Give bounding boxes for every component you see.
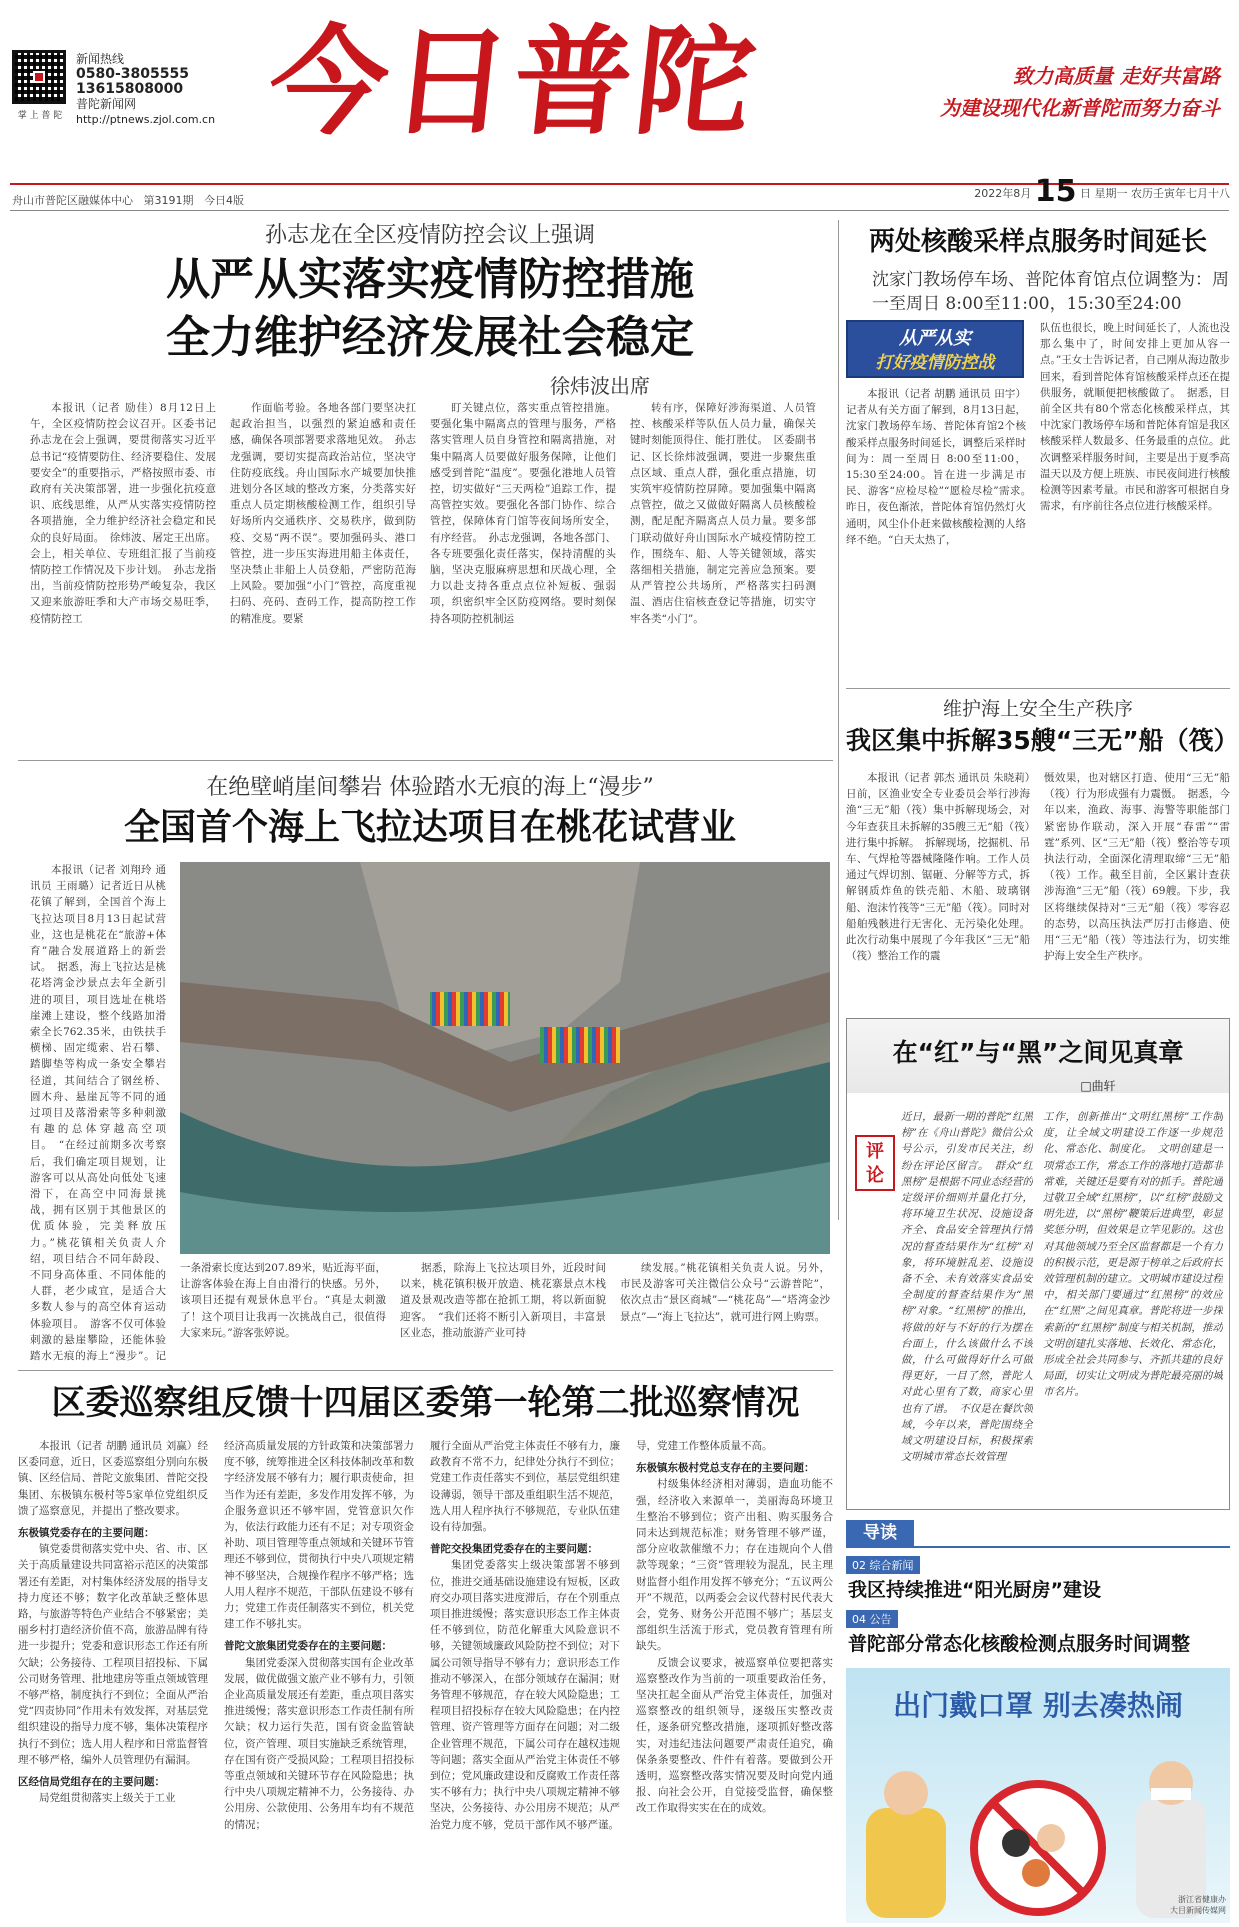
masthead	[0, 0, 1239, 210]
divider-h-1	[18, 760, 833, 761]
article-commentary	[846, 1018, 1230, 1510]
art3-col-4: 导，党建工作整体质量不高。 东极镇东极村党总支存在的主要问题： 村级集体经济相对薄弱，造血功能不强，经济收入来源单一，美丽海岛环境卫生整治不够到位；资产出租、购买服务合同未达到规范标准；财务管理不够严谨，部分应收款催缴不力；存在违规向个人借款等现象；“三资”管理较为混乱，民主理财监督小组作用发挥不够充分；“五议两公开”不规范，以两委会会议代替村民代表大会，党务、财务公开范围不够广；基层支部组织生活流于形式，党员教育管理有所缺失。 反馈会议要求，被巡察单位要把落实巡察整改作为当前的一项重要政治任务，坚决扛起全面从严治党主体责任，加强对巡察整改的组织领导，逐级压实整改责任，逐条研究整改措施，逐项抓好整改落实，对违纪违法问题要严肃责任追究，确保条条要整改、件件有着落。要做到公开透明，巡察整改落实情况要及时向党内通报、向社会公开，自觉接受监督，确保整改工作取得实实在在的成效。	[636, 1440, 833, 1815]
cliff-photo	[180, 862, 830, 1254]
date-line	[840, 174, 1230, 209]
paper-title: 今日普陀	[262, 12, 766, 151]
art5-col-a: 本报讯（记者 郭杰 通讯员 朱晓莉）日前，区渔业安全专业委员会举行涉海渔“三无”船（筏）集中拆解现场会，对今年查获且未拆解的35艘三无“船（筏）进行集中拆解。 拆解现场，挖掘机、吊车、气焊枪等器械隆隆作响。工作人员通过气焊切割、锯砸、分解等方式，拆解钢质炸鱼的铁壳船、木船、玻璃钢船、泡沫竹筏等“三无”船（筏）。同时对船舶残骸进行无害化、无污染化处理。此次行动集中展现了今年我区“三无”船（筏）整治工作的震	[846, 772, 1030, 963]
hotline-label: 新闻热线	[76, 52, 125, 66]
art6-col-b: 工作，创新推出“文明红黑榜”工作制度，让全域文明建设工作逐一步规范化、常态化、制度化。 文明创建是一项常态工作，常态工作的落地打造都非常难，关键还是要有对的抓手。普陀通过敬卫全域“红黑榜”，以“红榜”鼓励文明先进，以“黑榜”鞭策后进典型，彰显奖惩分明，但效果是立竿见影的。这也对其他领域乃至全区监督都是一个有力的积极示范，更是源于榜单之后政府长效管理机制的建立。文明城市建设过程中，相关部门要通过“红黑榜”的效应在“红黑”之间见真章。普陀将进一步探索新的“红黑榜”制度与相关机制，推动文明创建扎实落地、长效化、常态化，形成全社会共同参与、齐抓共建的良好局面，切实让文明成为普陀最亮丽的城市名片。	[1043, 1111, 1223, 1399]
art6-col-a: 近日，最新一期的普陀“红黑榜”在《舟山普陀》微信公众号公示，引发市民关注，纷纷在评论区留言。 群众“红黑榜”是根据不同业态经营的定级评价细则并量化打分，将环境卫生状况、设施设备齐全、食品安全管理执行情况的督查结果作为“红榜”对象，将环境脏乱差、设施设备不全、未有效落实食品安全制度的督查结果作为“黑榜”对象。“红黑榜”的推出，将做的好与不好的行为摆在台面上，什么该做什么不该做，什么可做得好什么可做得更好，一目了然，普陀人对此心里有了数，商家心里也有了谱。 不仅是在餐饮领域，今年以来，普陀围绕全域文明建设目标，积极探索文明城市常态长效管理	[901, 1111, 1033, 1464]
guide-tag-2[interactable]: 04 公告	[846, 1610, 898, 1628]
psa-title: 出门戴口罩 别去凑热闹	[893, 1689, 1183, 1722]
art3-title: 区委巡察组反馈十四届区委第一轮第二批巡察情况	[51, 1383, 800, 1423]
art2-left-col: 本报讯（记者 刘翔玲 通讯员 王雨璐）记者近日从桃花镇了解到，全国首个海上飞拉达项目8月13日起试营业，这也是桃花在“旅游+体育”融合发展道路上的新尝试。 据悉，海上飞拉达是桃花塔湾金沙景点去年全新引进的项目，项目选址在桃塔崖滩上建设，整个线路加滑索全长762.35米，由铁扶手横梯、固定缆索、岩石攀、踏脚垫等构成一条安全攀岩径道，其间结合了钢丝桥、圆木舟、悬崖瓦等不同的通过项目及落滑索等多种刺激有趣的总体穿越高空项目。 “在经过前期多次考察后，我们确定项目规划，让游客可以从高处向低处飞速滑下，在高空中同海景挑战，拥有区别于其他景区的优质体验，完美释放压力。”桃花镇相关负责人介绍，项目结合不同年龄段、不同身高体重、不同体能的人群，老少咸宜，是适合大多数人参与的高空体育运动体验项目。 游客不仅可体验刺激的悬崖攀险，还能体验踏水无痕的海上“漫步”。记	[30, 864, 166, 1362]
date-prefix: 2022年8月	[974, 187, 1032, 200]
art1-col-1: 本报讯（记者 励佳）8月12日上午，全区疫情防控会议召开。区委书记孙志龙在会上强调，要贯彻落实习近平总书记“疫情要防住、经济要稳住、发展要安全”的重要指示，严格按照市委、市政府有关决策部署，进一步强化抗疫意识、底线思维，从严从实落实疫情防控各项措施，全力维护经济社会稳定和民众的良好局面。 徐炜波、屠定王出席。会上，相关单位、专班组汇报了当前疫情防控工作情况及下步计划。 孙志龙指出，当前疫情防控形势严峻复杂，我区又迎来旅游旺季和大产市场交易旺季，疫情防控工	[30, 402, 216, 625]
art2-caption-col-2: 据悉，除海上飞拉达项目外，近段时间以来，桃花镇积极开放造、桃花寨景点木栈道及景观改造等都在抢抓工期，将以新面貌迎客。 “我们还将不断引入新项目，丰富景区业态，推动旅游产业可持	[400, 1262, 606, 1339]
guide-item-1[interactable]: 我区持续推进“阳光厨房”建设	[848, 1579, 1101, 1601]
psa-footer: 浙江省健康办 大目新闻传媒网	[1170, 1895, 1226, 1915]
article-via-ferrata	[30, 770, 830, 1370]
qr-code[interactable]	[12, 50, 66, 104]
art5-title: 我区集中拆解35艘“三无”船（筏）	[846, 726, 1239, 755]
badge-line-1: 从严从实	[899, 328, 971, 349]
guide-rule	[846, 1546, 1230, 1548]
phone-1: 0580-3805555	[76, 66, 189, 82]
art1-col-2: 作面临考验。各地各部门要坚决扛起政治担当，以强烈的紧迫感和责任感，确保各项部署要求落地见效。 孙志龙强调，要切实提高政治站位，坚决守住防疫底线。舟山国际水产城要加快推进划分各区域的整改方案，分类落实好重点人员定期核酸检测工作，组织引导好场所内交通秩序、交易秩序，做到防疫、交易“两不误”。要加强码头、港口管控，进一步压实海进用船主体责任，坚决禁止非船上人员登船，严密防范海上风险。要加强“小门”管控，高度重视扫码、亮码、查码工作，提高防控工作的精准度。要紧	[230, 402, 416, 625]
issue-number: 第3191期	[143, 194, 194, 207]
issue-line	[12, 192, 244, 208]
art1-col-4: 转有序，保障好涉海渠道、人员管控、核酸采样等队伍人员力量，确保关键时刻能顶得住、能打胜仗。 区委副书记、区长徐炜波强调，要进一步聚焦重点区域、重点人群，强化重点措施，切实筑牢疫情防控屏障。要加强集中隔离点管控，做之又做做好隔离人员核酸检测，配足配齐隔离点人员力量。要多部门联动做好舟山国际水产城疫情防控工作，围绕车、船、人等关键领域，落实落细相关措施，制定完善应急预案。要从严管控公共场所，严格落实扫码测温、酒店住宿核查登记等措施，切实守牢各类“小门”。	[630, 402, 816, 625]
guide-item-2[interactable]: 普陀部分常态化核酸检测点服务时间调整	[848, 1633, 1191, 1655]
divider-h-r1	[846, 688, 1230, 689]
art1-col-3: 盯关键点位，落实重点管控措施。要强化集中隔离点的管理与服务，严格落实管理人员自身管控和隔离措施，对集中隔离人员要做好服务保障，让他们感受到普陀“温度”。要强化港地人员管控，切实做好“三天两检”追踪工作，提高管控实效。要强化各部门协作、综合管控，保障体育门馆等夜间场所安全，有序经营。 孙志龙强调，各地各部门、各专班要强化责任落实，保持清醒的头脑，坚决克服麻痹思想和厌战心理，全力以赴支持各重点点位补短板、强弱项，织密织牢全区防疫网络。要时刻保持各项防控机制运	[430, 402, 616, 625]
art4-col-a: 本报讯（记者 胡鹏 通讯员 田宇）记者从有关方面了解到，8月13日起，沈家门教场停车场、普陀体育馆2个核酸采样点服务时间延长，调整后采样时间为：周一至周日 8:00至11:00，15:30至24:00。旨在进一步满足市民、游客“应检尽检”“愿检尽检”需求。 昨日，夜色渐浓，普陀体育馆仍然灯火通明，风尘仆仆赶来做核酸检测的人络绎不绝。“白天太热了，	[846, 388, 1026, 546]
qr-caption: 掌 上 普 陀	[17, 111, 63, 121]
publisher: 舟山市普陀区融媒体中心	[12, 194, 133, 207]
art1-byline: 徐炜波出席	[550, 374, 650, 398]
art3-col-3: 履行全面从严治党主体责任不够有力，廉政教育不常不力，纪律处分执行不到位；党建工作责任落实不到位，基层党组织建设薄弱，领导干部及重组职生活不规范，选人用人程序执行不够规范，专业队伍建设有待加强。 普陀交投集团党委存在的主要问题： 集团党委落实上级决策部署不够到位，推进交通基础设施建设有短板，区政府交办项目落实进度滞后，存在个别重点项目推进缓慢；落实意识形态工作主体责任不够到位，防范化解重大风险意识不够，关键领域廉政风险防控不到位；对下属公司领导指导不够有力；意识形态工作推动不够深入，在部分领域存在漏洞；财务管理不够规范，存在较大风险隐患；工程项目招投标存在较大风险隐患；在内控管理、资产管理等方面存在问题；对二级企业管理不规范，下属公司存在越权违规等问题；落实全面从严治党主体责任不够到位；党风廉政建设和反腐败工作责任落实不够有力；执行中央八项规定精神不够坚决，公务接待、办公用房不规范；从严治党力度不够，党员干部作风不够严谨。	[430, 1440, 620, 1831]
page-count: 今日4版	[204, 194, 244, 207]
guide-label: 导读	[846, 1520, 914, 1546]
article-epidemic-control	[30, 218, 830, 758]
phone-2: 13615808000	[76, 81, 184, 97]
art4-col-b: 队伍也很长，晚上时间延长了，人流也没那么集中了，时间安排上更加从容一点。”王女士告诉记者，自己刚从海边散步回来，看到普陀体育馆核酸采样点还在提供服务，就顺便把核酸做了。 据悉，目前全区共有80个常态化核酸采样点，其中沈家门教场停车场和普陀体育馆是我区核酸采样人数最多、任务最重的点位。此次调整采样服务时间，主要是出于夏季高温天以及方便上班族、市民夜间进行核酸检测等因素考量。市民和游客可根据自身需求，有序前往各点位进行核酸采样。	[1040, 322, 1230, 513]
slogan-1: 致力高质量 走好共富路	[1013, 64, 1220, 88]
art2-caption-col-1: 一条滑索长度达到207.89米，贴近海平面，让游客体验在海上自由滑行的快感。另外，该项目还提有观景休息平台。“真是太刺激了！这个项目让我再一次挑战自己，很值得大家来玩。”游客张婷说。	[180, 1262, 386, 1339]
art5-col-b: 慑效果，也对辖区打造、使用“三无”船（筏）行为形成强有力震慑。 据悉，今年以来，渔政、海事、海警等职能部门紧密协作联动，深入开展“春雷”“雷霆”系列、区“三无”船（筏）整治等专项执法行动，全面深化清理取缔“三无”船（筏）工作。截至目前，全区累计查获涉海渔“三无”船（筏）69艘。下步，我区将继续保持对“三无”船（筏）零容忍的态势，以高压执法严厉打击修造、使用“三无”船（筏）等违法行为，切实维护海上安全生产秩序。	[1044, 772, 1230, 963]
site-name: 普陀新闻网	[76, 97, 137, 111]
art3-col-1: 本报讯（记者 胡鹏 通讯员 刘赢）经区委同意，近日，区委巡察组分别向东极镇、区经信局、普陀文旅集团、普陀交投集团、东极镇东极村等5家单位党组织反馈了巡察意见，并提出了整改要求。 东极镇党委存在的主要问题： 镇党委贯彻落实党中央、省、市、区关于高质量建设共同富裕示范区的决策部署还有差距，对村集体经济发展的指导支持力度还不够；数字化改革缺乏整体思路，与旅游等特色产业结合不够紧密；美丽乡村打造经济价值不高，旅游品牌有待进一步提升；党委和意识形态工作还有所欠缺；公务接待、工程项目招投标、下属公司财务管理、批地建房等重点领域管理不够严格，制度执行不到位；全面从严治党“四责协同”作用未有效发挥，对基层党组织建设的指导力度不够，集体决策程序执行不到位；选人用人程序和日常监督管理不够严格，编外人员管理仍有漏洞。 区经信局党组存在的主要问题： 局党组贯彻落实上级关于工业	[18, 1440, 208, 1805]
art1-title-2: 全力维护经济发展社会稳定	[166, 312, 694, 363]
article-inspection	[18, 1378, 833, 1923]
art5-kicker: 维护海上安全生产秩序	[942, 698, 1133, 720]
slogan-2: 为建设现代化新普陀而努力奋斗	[940, 96, 1220, 120]
art4-title: 两处核酸采样点服务时间延长	[868, 227, 1207, 257]
art2-caption-col-3: 续发展。”桃花镇相关负责人说。另外，市民及游客可关注微信公众号“云游普陀”，依次点击“景区商城”—“桃花岛”—“塔湾金沙景点”—“海上飞拉达”，就可进行网上购票。	[620, 1262, 830, 1323]
art3-col-2: 经济高质量发展的方针政策和决策部署力度不够，统筹推进全区科技体制改革和数字经济发展不够有力；履行职责使命，担当作为还有差距，多发作用发挥不够，为企服务意识还不够牢固，党管意识欠作为，依法行政能力还有不足；对专项资金补助、项目管理等重点领域和关键环节管理还不够到位，贯彻执行中央八项规定精神不够坚决，合规操作程序不够严格；选人用人程序不规范，干部队伍建设不够有力；党建工作责任制落实不到位，机关党建工作不够扎实。 普陀文旅集团党委存在的主要问题： 集团党委深入贯彻落实国有企业改革发展，做优做强文旅产业不够有力，引领企业高质量发展还有差距，重点项目落实推进缓慢；落实意识形态工作责任制有所欠缺；权力运行失范，国有资金监管缺位，资产管理、项目实施缺乏系统管理，存在国有资产受损风险；工程项目招投标等重点领域和关键环节存在风险隐患；执行中央八项规定精神不力，公务接待、办公用房、公款使用、公务用车均有不规范的情况；	[224, 1440, 414, 1831]
guide-box	[846, 1520, 1230, 1660]
date-suffix: 日 星期一 农历壬寅年七月十八	[1080, 187, 1230, 200]
art6-author: □曲轩	[1080, 1079, 1116, 1093]
badge-char-1: 评	[866, 1141, 884, 1162]
art1-title-1: 从严从实落实疫情防控措施	[166, 254, 694, 305]
badge-line-2: 打好疫情防控战	[875, 353, 995, 373]
divider-v-main	[838, 220, 839, 1220]
article-three-no-ships	[846, 694, 1239, 1014]
date-day: 15	[1034, 174, 1077, 209]
hotline-block	[76, 52, 215, 127]
cliff-illustration	[180, 862, 830, 1254]
site-url[interactable]: http://ptnews.zjol.com.cn	[76, 113, 216, 126]
masthead-rule-bottom	[10, 210, 1229, 211]
art1-kicker: 孙志龙在全区疫情防控会议上强调	[264, 223, 595, 248]
art6-title: 在“红”与“黑”之间见真章	[892, 1038, 1184, 1067]
psa-poster	[846, 1668, 1230, 1923]
guide-tag-1[interactable]: 02 综合新闻	[846, 1556, 920, 1574]
badge-char-2: 论	[866, 1165, 884, 1186]
divider-h-2	[18, 1370, 833, 1371]
article-nucleic-test	[846, 218, 1230, 688]
art4-badge	[846, 320, 1024, 378]
art2-title: 全国首个海上飞拉达项目在桃花试营业	[123, 807, 736, 848]
art4-subtitle: 沈家门教场停车场、普陀体育馆点位调整为：周一至周日 8:00至11:00，15:30至24:00	[872, 270, 1229, 314]
art2-kicker: 在绝壁峭崖间攀岩 体验踏水无痕的海上“漫步”	[206, 775, 654, 800]
